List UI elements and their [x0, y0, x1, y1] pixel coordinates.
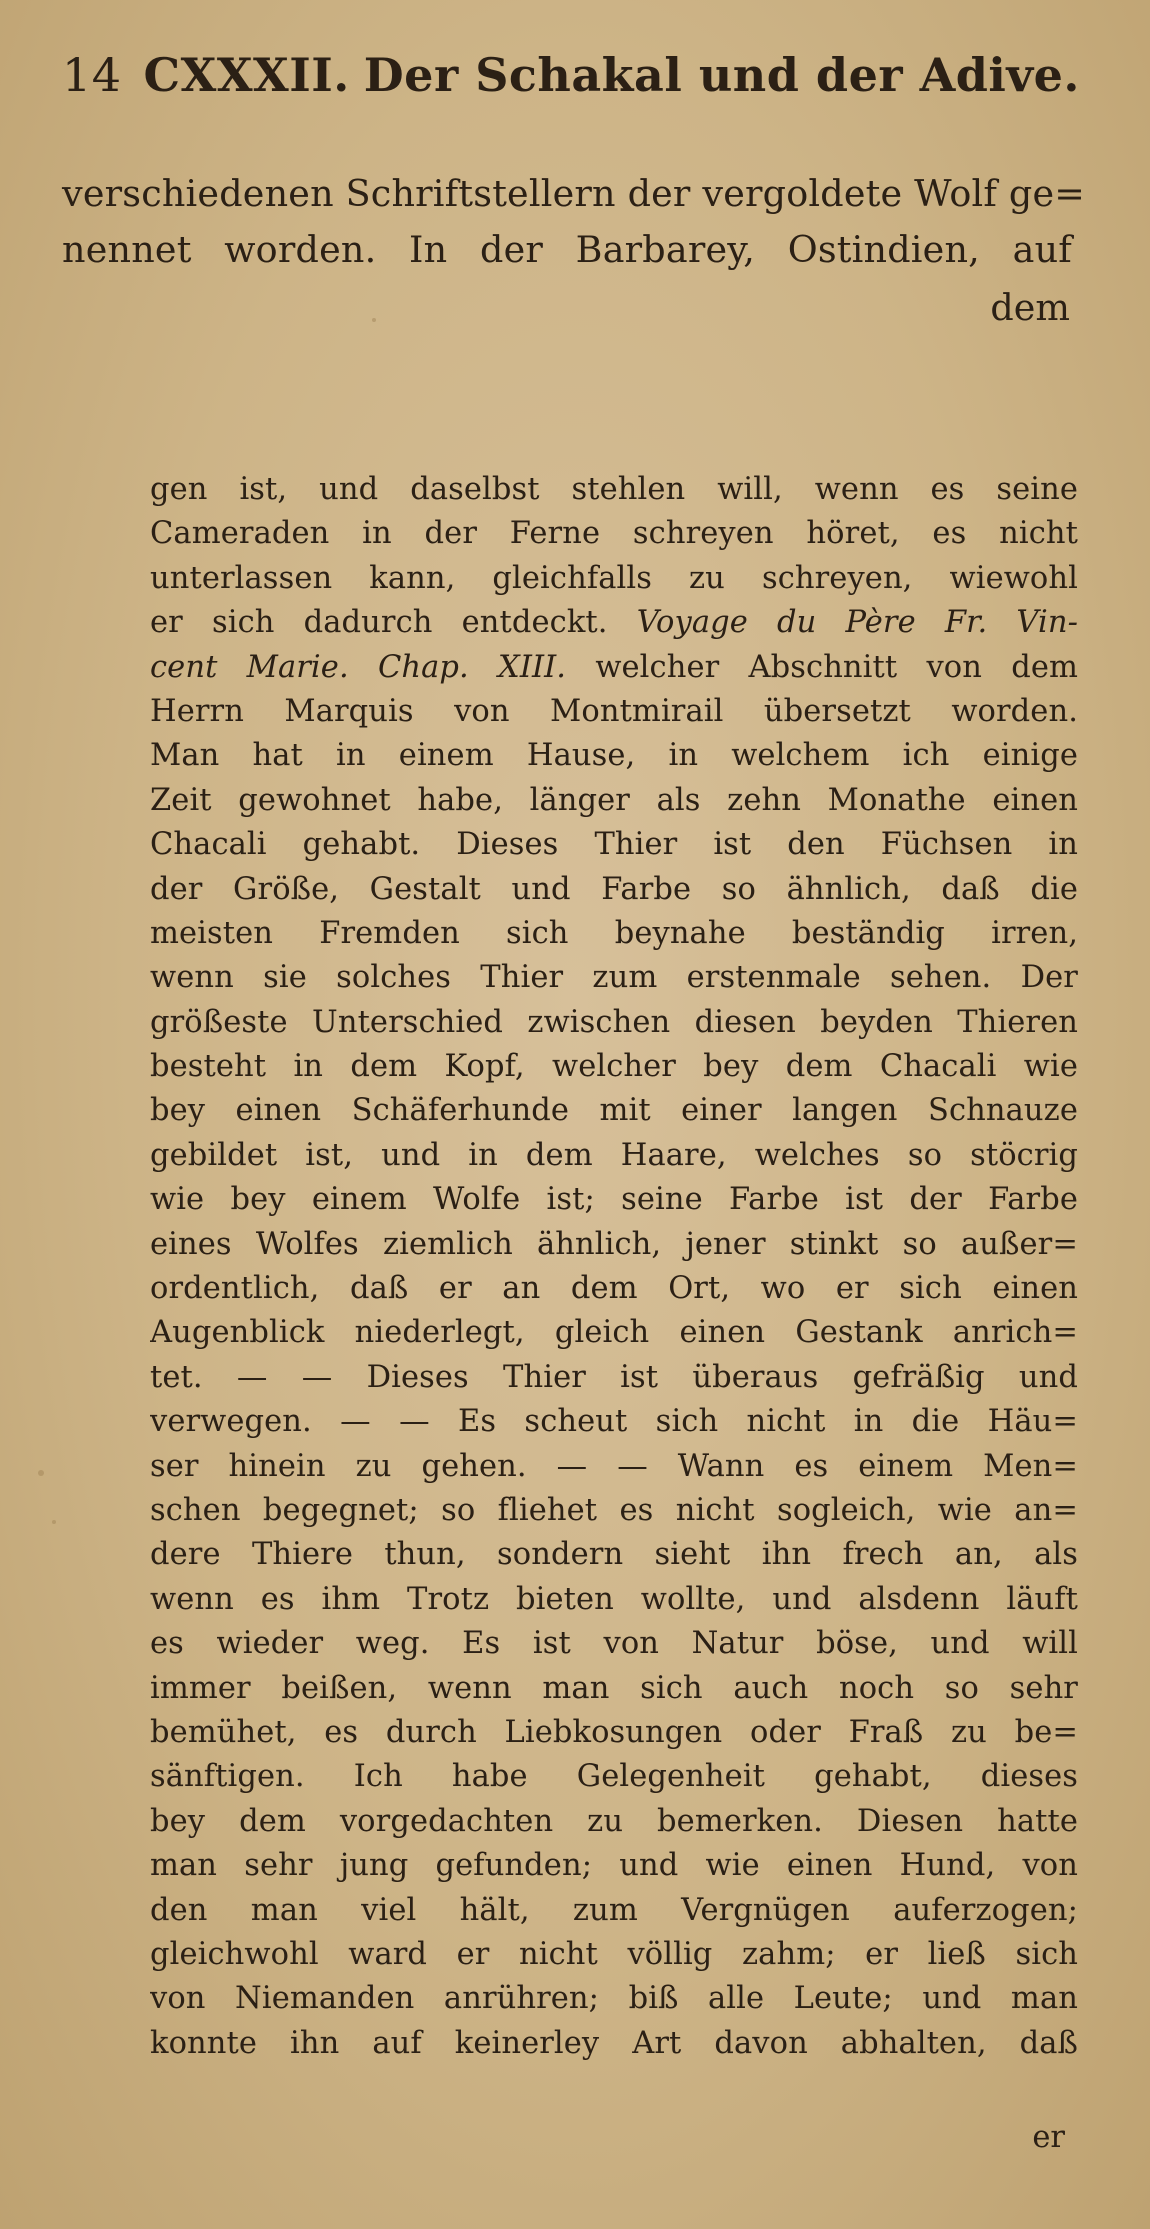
footnote-line: bey einen Schäferhunde mit einer langen Schnauze	[150, 1093, 1078, 1129]
footnote-line: der Größe, Gestalt und Farbe so ähnlich, daß die	[150, 871, 1078, 907]
footnote-line: von Niemanden anrühren; biß alle Leute; und man	[150, 1981, 1078, 2017]
footnote-line: bemühet, es durch Liebkosungen oder Fraß zu be=	[150, 1714, 1078, 1750]
footnote-line: konnte ihn auf keinerley Art davon abhalten, daß	[150, 2025, 1078, 2061]
footnote-line: tet. — — Dieses Thier ist überaus gefräßig und	[150, 1359, 1078, 1395]
footnote-line: man sehr jung gefunden; und wie einen Hund, von	[150, 1848, 1078, 1884]
citation: cent Marie. Chap. XIII.	[150, 649, 567, 685]
running-header	[62, 48, 1082, 118]
footnote-line: dere Thiere thun, sondern sieht ihn frech an, als	[150, 1537, 1078, 1573]
body-text-line-1: verschiedenen Schriftstellern der vergoldete Wolf ge=	[62, 172, 1086, 215]
footnote-line: Augenblick niederlegt, gleich einen Gestank anrich=	[150, 1315, 1078, 1351]
body-catchword: dem	[990, 286, 1070, 329]
footnote-line: es wieder weg. Es ist von Natur böse, und will	[150, 1626, 1078, 1662]
footnote-line: wenn es ihm Trotz bieten wollte, und alsdenn läuft	[150, 1581, 1078, 1617]
footnote-line: wie bey einem Wolfe ist; seine Farbe ist der Farbe	[150, 1182, 1078, 1218]
footnote-line: Chacali gehabt. Dieses Thier ist den Füchsen in	[150, 827, 1078, 863]
footnote-line: gebildet ist, und in dem Haare, welches so stöcrig	[150, 1137, 1078, 1173]
section-number: CXXXII.	[143, 48, 350, 102]
footnote-line: Cameraden in der Ferne schreyen höret, es nicht	[150, 516, 1078, 552]
footnote-line: ser hinein zu gehen. — — Wann es einem Men=	[150, 1448, 1078, 1484]
footnote-line: den man viel hält, zum Vergnügen auferzogen;	[150, 1892, 1078, 1928]
footnote	[150, 468, 1078, 2066]
footnote-line: meisten Fremden sich beynahe beständig irren,	[150, 915, 1078, 951]
footnote-text: welcher Abschnitt von dem	[595, 649, 1078, 685]
citation: Voyage du Père Fr. Vin-	[636, 605, 1078, 641]
footnote-line: eines Wolfes ziemlich ähnlich, jener stinkt so außer=	[150, 1226, 1078, 1262]
footnote-line: wenn sie solches Thier zum erstenmale sehen. Der	[150, 960, 1078, 996]
footnote-line: besteht in dem Kopf, welcher bey dem Chacali wie	[150, 1049, 1078, 1085]
page-number: 14	[62, 48, 122, 102]
paper-speck	[372, 318, 376, 322]
page-title: Der Schakal und der Adive.	[363, 48, 1080, 102]
footnote-line: sänftigen. Ich habe Gelegenheit gehabt, dieses	[150, 1759, 1078, 1795]
footnote-line: unterlassen kann, gleichfalls zu schreyen, wiewohl	[150, 560, 1078, 596]
footnote-line: ordentlich, daß er an dem Ort, wo er sich einen	[150, 1271, 1078, 1307]
footnote-line: Man hat in einem Hause, in welchem ich einige	[150, 738, 1078, 774]
footnote-line: Herrn Marquis von Montmirail übersetzt worden.	[150, 693, 1078, 729]
footnote-text: er sich dadurch entdeckt.	[150, 605, 608, 641]
footnote-line: gen ist, und daselbst stehlen will, wenn es seine	[150, 472, 1078, 507]
footnote-catchword: er	[1032, 2120, 1065, 2155]
footnote-line: Zeit gewohnet habe, länger als zehn Monathe einen	[150, 782, 1078, 818]
footnote-line: gleichwohl ward er nicht völlig zahm; er ließ sich	[150, 1936, 1078, 1972]
footnote-line: verwegen. — — Es scheut sich nicht in die Häu=	[150, 1404, 1078, 1440]
footnote-line: größeste Unterschied zwischen diesen beyden Thieren	[150, 1004, 1078, 1040]
footnote-line-with-citation	[150, 646, 1078, 690]
footnote-line: schen begegnet; so fliehet es nicht sogleich, wie an=	[150, 1492, 1078, 1528]
footnote-line-with-citation	[150, 601, 1078, 645]
paper-speck	[52, 1520, 56, 1524]
paper-speck	[38, 1470, 44, 1476]
footnote-line: immer beißen, wenn man sich auch noch so sehr	[150, 1670, 1078, 1706]
footnote-line: bey dem vorgedachten zu bemerken. Diesen hatte	[150, 1803, 1078, 1839]
body-text-line-2: nennet worden. In der Barbarey, Ostindien, auf	[62, 228, 1072, 271]
